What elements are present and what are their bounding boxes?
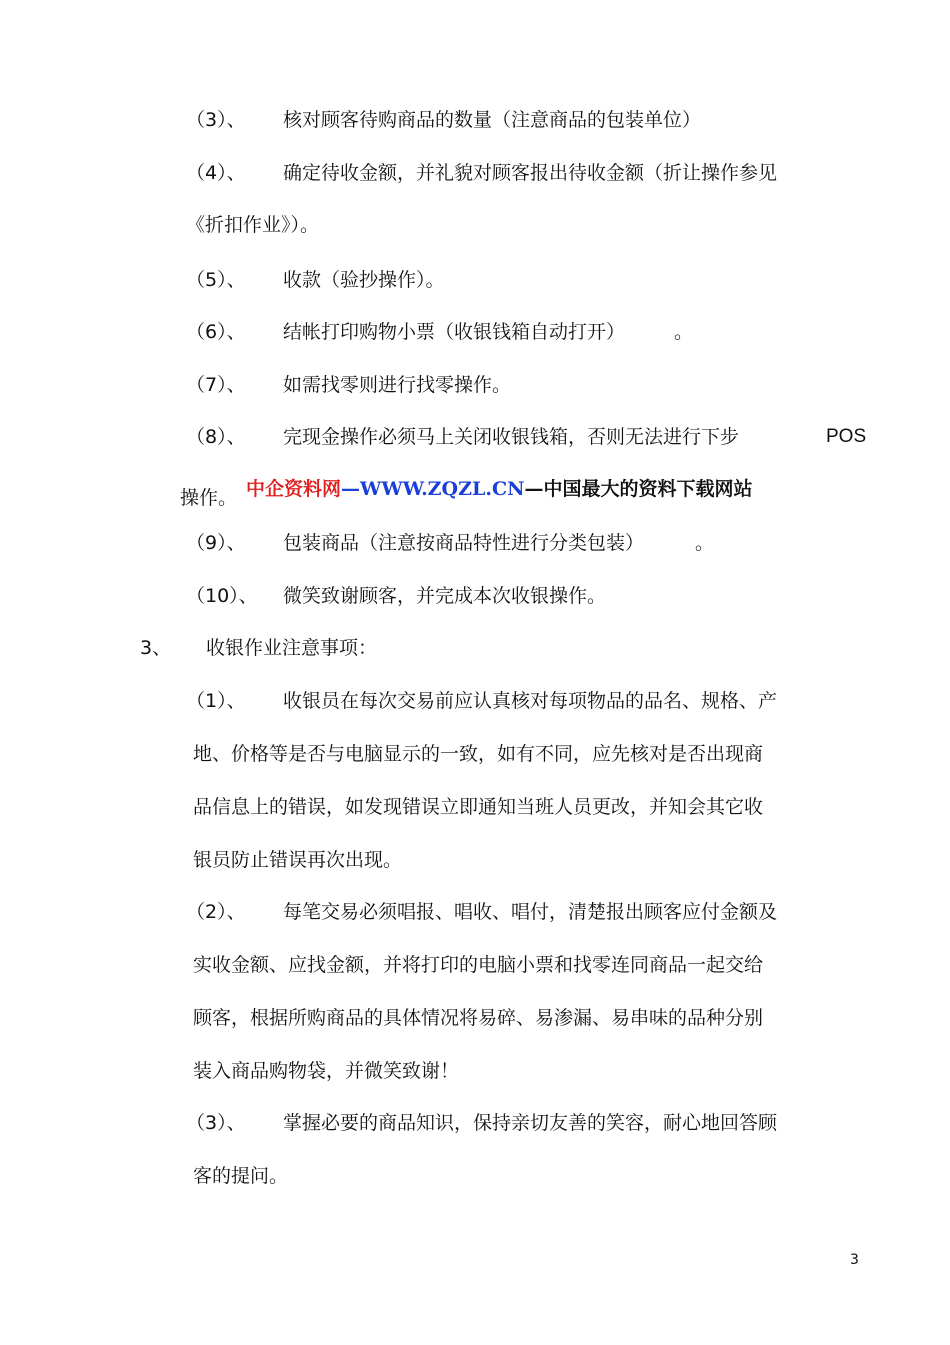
section-3-number: 3、 <box>140 637 172 659</box>
note-1-line-4: 银员防止错误再次出现。 <box>193 849 403 871</box>
watermark-slogan: —中国最大的资料下载网站 <box>524 478 753 500</box>
item-8-number: （8）、 <box>186 426 246 448</box>
note-1-line-1: 收银员在每次交易前应认真核对每项物品的品名、规格、产 <box>283 690 778 712</box>
watermark-site-name: 中企资料网 <box>246 478 342 500</box>
note-2-line-4: 装入商品购物袋，并微笑致谢！ <box>193 1060 460 1082</box>
item-5-text: 收款（验抄操作）。 <box>283 269 445 291</box>
item-9-tail: 。 <box>695 532 715 554</box>
item-6-number: （6）、 <box>186 321 246 343</box>
watermark-banner <box>246 477 752 501</box>
item-7-text: 如需找零则进行找零操作。 <box>283 374 512 396</box>
note-1-number: （1）、 <box>186 690 246 712</box>
section-3-title: 收银作业注意事项： <box>206 637 378 659</box>
item-8-text: 完现金操作必须马上关闭收银钱箱，否则无法进行下步 <box>283 426 740 448</box>
note-2-line-1: 每笔交易必须唱报、唱收、唱付，清楚报出顾客应付金额及 <box>283 901 778 923</box>
item-4-number: （4）、 <box>186 162 246 184</box>
note-2-line-2: 实收金额、应找金额，并将打印的电脑小票和找零连同商品一起交给 <box>193 954 764 976</box>
item-5-number: （5）、 <box>186 269 246 291</box>
item-4-continuation: 《折扣作业》）。 <box>186 214 320 236</box>
item-8-tail: POS <box>826 426 867 447</box>
item-9-text: 包装商品（注意按商品特性进行分类包装） <box>283 532 645 554</box>
note-3-line-2: 客的提问。 <box>193 1165 289 1187</box>
note-3-number: （3）、 <box>186 1112 246 1134</box>
item-7-number: （7）、 <box>186 374 246 396</box>
note-1-line-2: 地、价格等是否与电脑显示的一致，如有不同，应先核对是否出现商 <box>193 743 764 765</box>
note-2-line-3: 顾客，根据所购商品的具体情况将易碎、易渗漏、易串味的品种分别 <box>193 1007 764 1029</box>
item-6-text: 结帐打印购物小票（收银钱箱自动打开） <box>283 321 626 343</box>
item-10-number: （10）、 <box>186 585 258 607</box>
note-1-line-3: 品信息上的错误，如发现错误立即通知当班人员更改，并知会其它收 <box>193 796 764 818</box>
item-8-continuation: 操作。 <box>180 487 238 509</box>
item-10-text: 微笑致谢顾客，并完成本次收银操作。 <box>283 585 607 607</box>
item-3-number: （3）、 <box>186 109 246 131</box>
watermark-url: —WWW.ZQZL.CN <box>341 478 525 500</box>
note-2-number: （2）、 <box>186 901 246 923</box>
item-3-text: 核对顾客待购商品的数量（注意商品的包装单位） <box>283 109 702 131</box>
note-3-line-1: 掌握必要的商品知识，保持亲切友善的笑容，耐心地回答顾 <box>283 1112 778 1134</box>
item-4-text: 确定待收金额，并礼貌对顾客报出待收金额（折让操作参见 <box>283 162 778 184</box>
page-number: 3 <box>850 1252 859 1268</box>
item-6-tail: 。 <box>674 321 694 343</box>
item-9-number: （9）、 <box>186 532 246 554</box>
